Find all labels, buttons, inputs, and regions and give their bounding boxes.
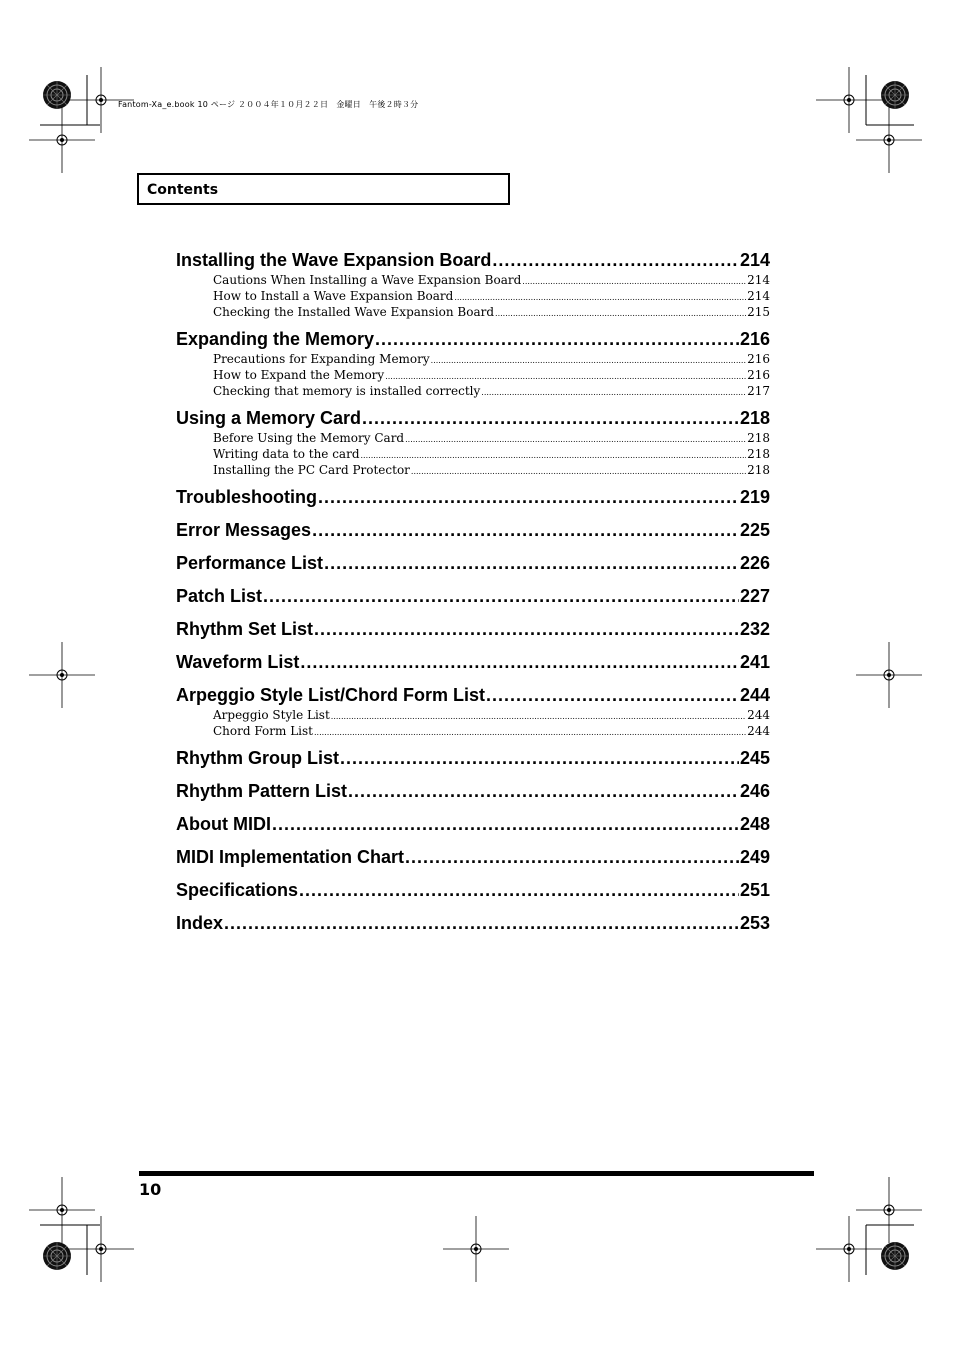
toc-sub-link[interactable] xyxy=(213,462,770,478)
toc-sub-link[interactable] xyxy=(213,351,770,367)
toc-title: Waveform List xyxy=(176,652,300,672)
toc-entry xyxy=(176,327,770,399)
toc-leader xyxy=(224,911,739,935)
toc-leader xyxy=(272,812,739,836)
toc-sub-page: 215 xyxy=(747,305,770,319)
toc-main-link[interactable] xyxy=(176,584,770,608)
toc-page: 251 xyxy=(739,880,770,900)
toc-leader xyxy=(348,779,739,803)
section-title: Contents xyxy=(147,182,219,198)
toc-page: 245 xyxy=(739,748,770,768)
toc-page: 227 xyxy=(739,586,770,606)
toc-sub-link[interactable] xyxy=(213,430,770,446)
toc-main-link[interactable] xyxy=(176,878,770,902)
toc-sub-title: Installing the PC Card Protector xyxy=(213,463,410,477)
toc-title: Installing the Wave Expansion Board xyxy=(176,250,492,270)
toc-entry xyxy=(176,485,770,509)
toc-page: 246 xyxy=(739,781,770,801)
toc-page: 225 xyxy=(739,520,770,540)
toc-sub-title: Checking that memory is installed correctly xyxy=(213,384,481,398)
toc-sub-title: Cautions When Installing a Wave Expansion Board xyxy=(213,273,522,287)
toc-sub-page: 216 xyxy=(747,368,770,382)
toc-sub-page: 244 xyxy=(747,708,770,722)
toc-entry xyxy=(176,551,770,575)
toc-sub-page: 217 xyxy=(747,384,770,398)
toc-sub-leader xyxy=(314,723,746,741)
toc-title: Using a Memory Card xyxy=(176,408,362,428)
toc-leader xyxy=(405,845,739,869)
toc-title: Troubleshooting xyxy=(176,487,317,507)
toc-entry xyxy=(176,746,770,770)
toc-title: Rhythm Group List xyxy=(176,748,339,768)
toc-title: Specifications xyxy=(176,880,299,900)
toc-entry xyxy=(176,812,770,836)
toc-leader xyxy=(375,327,739,351)
toc-sub-leader xyxy=(481,383,746,401)
toc-sub-page: 218 xyxy=(747,463,770,477)
toc-leader xyxy=(312,518,739,542)
toc-page: 244 xyxy=(739,685,770,705)
toc-leader xyxy=(299,878,739,902)
toc-sub-title: Checking the Installed Wave Expansion Board xyxy=(213,305,495,319)
toc-page: 241 xyxy=(739,652,770,672)
toc-title: Index xyxy=(176,913,224,933)
toc-sub-title: Chord Form List xyxy=(213,724,313,738)
toc-title: MIDI Implementation Chart xyxy=(176,847,405,867)
toc-sub-page: 218 xyxy=(747,447,770,461)
toc-sub-leader xyxy=(411,462,746,480)
toc-main-link[interactable] xyxy=(176,650,770,674)
toc-sub-page: 244 xyxy=(747,724,770,738)
toc-leader xyxy=(486,683,739,707)
toc-main-link[interactable] xyxy=(176,845,770,869)
toc-sub-link[interactable] xyxy=(213,723,770,739)
toc-entry xyxy=(176,911,770,935)
toc-page: 253 xyxy=(739,913,770,933)
toc-main-link[interactable] xyxy=(176,485,770,509)
toc-main-link[interactable] xyxy=(176,617,770,641)
toc-sub-page: 218 xyxy=(747,431,770,445)
toc-main-link[interactable] xyxy=(176,779,770,803)
toc-page: 226 xyxy=(739,553,770,573)
toc-main-link[interactable] xyxy=(176,551,770,575)
toc-sub-title: Before Using the Memory Card xyxy=(213,431,405,445)
page-number: 10 xyxy=(139,1180,162,1199)
toc-title: Rhythm Pattern List xyxy=(176,781,348,801)
toc-main-link[interactable] xyxy=(176,812,770,836)
toc-sub-link[interactable] xyxy=(213,272,770,288)
toc-sub-link[interactable] xyxy=(213,288,770,304)
toc-main-link[interactable] xyxy=(176,518,770,542)
toc-sub-title: How to Expand the Memory xyxy=(213,368,385,382)
toc-sub-page: 214 xyxy=(747,273,770,287)
toc-entry xyxy=(176,584,770,608)
toc-sub-page: 216 xyxy=(747,352,770,366)
toc-title: Patch List xyxy=(176,586,263,606)
toc-entry xyxy=(176,617,770,641)
toc-leader xyxy=(324,551,739,575)
toc-main-link[interactable] xyxy=(176,248,770,272)
toc-title: Performance List xyxy=(176,553,324,573)
toc-main-link[interactable] xyxy=(176,406,770,430)
section-header xyxy=(137,173,510,205)
toc-leader xyxy=(263,584,739,608)
toc-leader xyxy=(318,485,739,509)
toc-main-link[interactable] xyxy=(176,327,770,351)
toc-title: Arpeggio Style List/Chord Form List xyxy=(176,685,486,705)
toc-main-link[interactable] xyxy=(176,746,770,770)
toc-main-link[interactable] xyxy=(176,911,770,935)
toc-title: Error Messages xyxy=(176,520,312,540)
toc-sub-title: How to Install a Wave Expansion Board xyxy=(213,289,454,303)
toc-page: 232 xyxy=(739,619,770,639)
toc-page: 249 xyxy=(739,847,770,867)
toc-page: 219 xyxy=(739,487,770,507)
toc-leader xyxy=(362,406,739,430)
toc-sub-link[interactable] xyxy=(213,707,770,723)
toc-entry xyxy=(176,248,770,320)
toc-sub-page: 214 xyxy=(747,289,770,303)
toc-title: Expanding the Memory xyxy=(176,329,375,349)
toc-sub-leader xyxy=(495,304,746,322)
toc-entry xyxy=(176,683,770,739)
toc-page: 248 xyxy=(739,814,770,834)
toc-page: 214 xyxy=(739,250,770,270)
toc-entry xyxy=(176,779,770,803)
toc-sub-title: Precautions for Expanding Memory xyxy=(213,352,430,366)
toc-entry xyxy=(176,878,770,902)
toc-sub-link[interactable] xyxy=(213,383,770,399)
toc-leader xyxy=(492,248,739,272)
toc-entry xyxy=(176,406,770,478)
toc-entry xyxy=(176,845,770,869)
toc-page: 216 xyxy=(739,329,770,349)
toc-title: Rhythm Set List xyxy=(176,619,314,639)
print-header: Fantom-Xa_e.book 10 ページ ２００４年１０月２２日 金曜日 午後２時３分 xyxy=(118,100,419,109)
toc-title: About MIDI xyxy=(176,814,271,834)
toc-sub-title: Writing data to the card xyxy=(213,447,360,461)
toc-entry xyxy=(176,650,770,674)
toc-entry xyxy=(176,518,770,542)
table-of-contents xyxy=(176,248,770,944)
toc-sub-title: Arpeggio Style List xyxy=(213,708,330,722)
toc-sub-link[interactable] xyxy=(213,367,770,383)
footer-rule xyxy=(139,1171,814,1176)
toc-leader xyxy=(300,650,739,674)
toc-leader xyxy=(314,617,739,641)
toc-main-link[interactable] xyxy=(176,683,770,707)
toc-sub-link[interactable] xyxy=(213,304,770,320)
toc-page: 218 xyxy=(739,408,770,428)
toc-sub-link[interactable] xyxy=(213,446,770,462)
toc-leader xyxy=(340,746,739,770)
